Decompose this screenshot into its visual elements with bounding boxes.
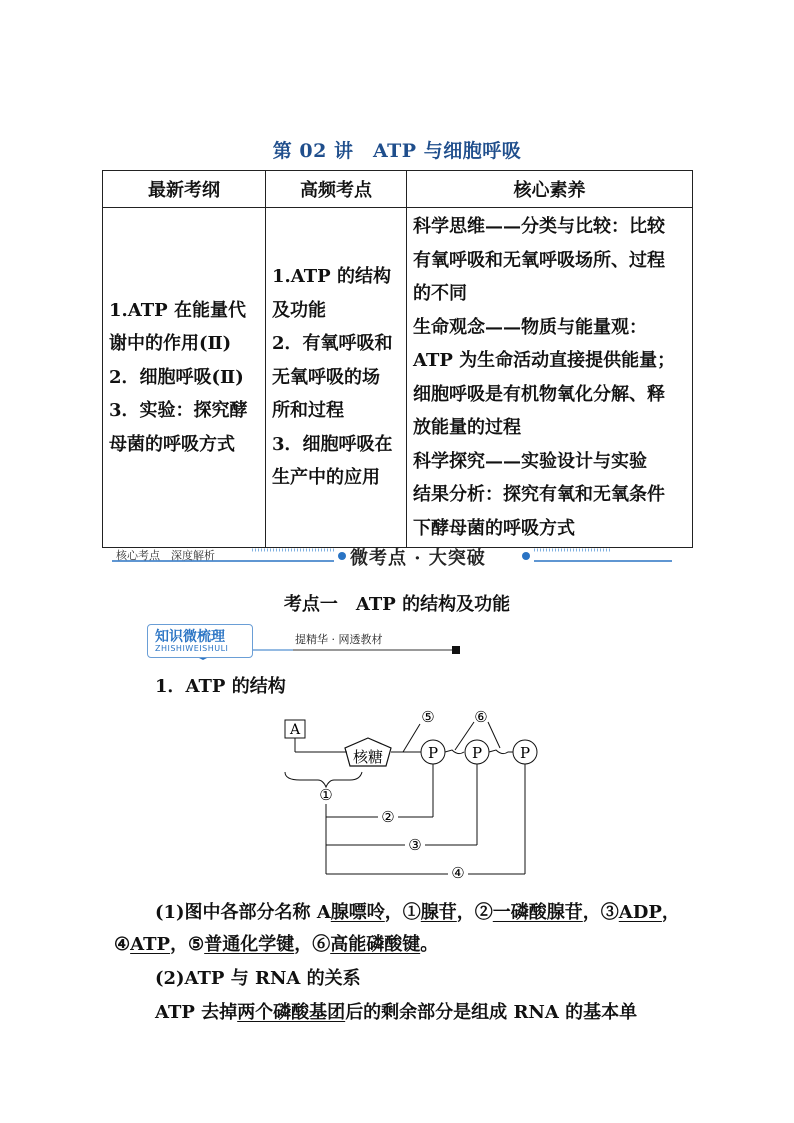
answer-high-energy-bond: 高能磷酸键 xyxy=(330,934,421,955)
table-header-row xyxy=(103,171,693,208)
label-3: ③ xyxy=(408,836,422,854)
cell-line: 2．细胞呼吸(Ⅱ) xyxy=(109,366,244,388)
text: ，③ xyxy=(582,902,619,923)
syllabus-table xyxy=(102,170,693,548)
keypoint-cell xyxy=(266,208,407,548)
text: 后的剩余部分是组成 RNA 的基本单 xyxy=(345,1002,638,1023)
label-6: ⑥ xyxy=(474,708,488,726)
section-banner xyxy=(112,544,672,568)
cell-line: 母菌的呼吸方式 xyxy=(109,433,235,455)
paragraph-atp-rna-detail xyxy=(155,998,637,1024)
banner-left-text: 核心考点 深度解析 xyxy=(116,549,215,562)
adenine-label: A xyxy=(289,722,301,738)
cell-line: 放能量的过程 xyxy=(413,417,521,438)
table-row xyxy=(103,208,693,548)
syllabus-cell xyxy=(103,208,266,548)
heading-atp-structure: 1．ATP 的结构 xyxy=(155,676,286,697)
text: (1)图中各部分名称 A xyxy=(155,902,331,923)
cell-line: 结果分析：探究有氧和无氧条件 xyxy=(413,484,665,505)
label-4: ④ xyxy=(451,864,465,882)
literacy-cell xyxy=(407,208,693,548)
phosphate-3: P xyxy=(519,744,531,762)
text: ，① xyxy=(384,902,421,923)
answer-normal-bond: 普通化学键 xyxy=(204,934,295,955)
cell-line: 科学思维——分类与比较：比较 xyxy=(413,216,665,237)
text: ，② xyxy=(456,902,493,923)
header-cell: 核心素养 xyxy=(407,171,693,208)
answer-amp: 一磷酸腺苷 xyxy=(492,902,583,923)
cell-line: 细胞呼吸是有机物氧化分解、释 xyxy=(413,383,665,405)
text: ， xyxy=(661,902,680,923)
paragraph-names-line2 xyxy=(114,930,438,956)
header-cell: 最新考纲 xyxy=(103,171,266,208)
cell-line: 3．细胞呼吸在 xyxy=(272,433,393,455)
answer-adenine: 腺嘌呤 xyxy=(330,902,385,923)
paragraph-names-line1 xyxy=(155,898,680,924)
cell-line: 3．实验：探究酵 xyxy=(109,400,248,422)
cell-line: 科学探究——实验设计与实验 xyxy=(413,450,647,472)
label-2: ② xyxy=(381,808,395,826)
banner-title: 微考点 · 大突破 xyxy=(350,548,486,569)
lesson-title: 第 02 讲 ATP 与细胞呼吸 xyxy=(272,140,522,162)
label-1: ① xyxy=(319,786,333,804)
cell-line: 无氧呼吸的场 xyxy=(272,366,380,388)
atp-structure-diagram xyxy=(0,700,794,900)
paragraph-atp-rna: (2)ATP 与 RNA 的关系 xyxy=(155,968,361,989)
answer-adp: ADP xyxy=(618,902,662,923)
cell-line: 及功能 xyxy=(272,299,326,321)
cell-line: ATP 为生命活动直接提供能量； xyxy=(413,350,676,371)
cell-line: 1.ATP 在能量代 xyxy=(109,299,246,321)
answer-two-phosphates: 两个磷酸基团 xyxy=(237,1002,346,1023)
text: ，⑤ xyxy=(170,934,205,955)
phosphate-2: P xyxy=(471,744,483,762)
answer-adenosine: 腺苷 xyxy=(420,902,457,923)
header-cell: 高频考点 xyxy=(266,171,407,208)
cell-line: 有氧呼吸和无氧呼吸场所、过程 xyxy=(413,249,665,271)
ribose-label: 核糖 xyxy=(352,748,384,766)
cell-line: 生产中的应用 xyxy=(272,467,380,489)
cell-line: 所和过程 xyxy=(272,400,344,422)
cell-line: 谢中的作用(Ⅱ) xyxy=(109,333,232,355)
answer-atp: ATP xyxy=(130,934,171,955)
knowledge-header xyxy=(143,622,463,660)
knowledge-title: 知识微梳理 xyxy=(155,629,225,645)
knowledge-pinyin: ZHISHIWEISHULI xyxy=(155,644,229,653)
section-title: 考点一 ATP 的结构及功能 xyxy=(283,594,511,615)
text: ④ xyxy=(114,934,131,955)
cell-line: 1.ATP 的结构 xyxy=(272,266,391,288)
text: ATP 去掉 xyxy=(155,1002,238,1023)
knowledge-subtitle: 提精华 · 网透教材 xyxy=(295,633,383,646)
label-5: ⑤ xyxy=(421,708,435,726)
text: 。 xyxy=(420,934,439,955)
phosphate-1: P xyxy=(427,744,439,762)
cell-line: 的不同 xyxy=(413,283,467,304)
cell-line: 下酵母菌的呼吸方式 xyxy=(413,517,575,539)
text: ，⑥ xyxy=(294,934,331,955)
cell-line: 生命观念——物质与能量观： xyxy=(413,316,647,338)
cell-line: 2．有氧呼吸和 xyxy=(272,333,393,355)
